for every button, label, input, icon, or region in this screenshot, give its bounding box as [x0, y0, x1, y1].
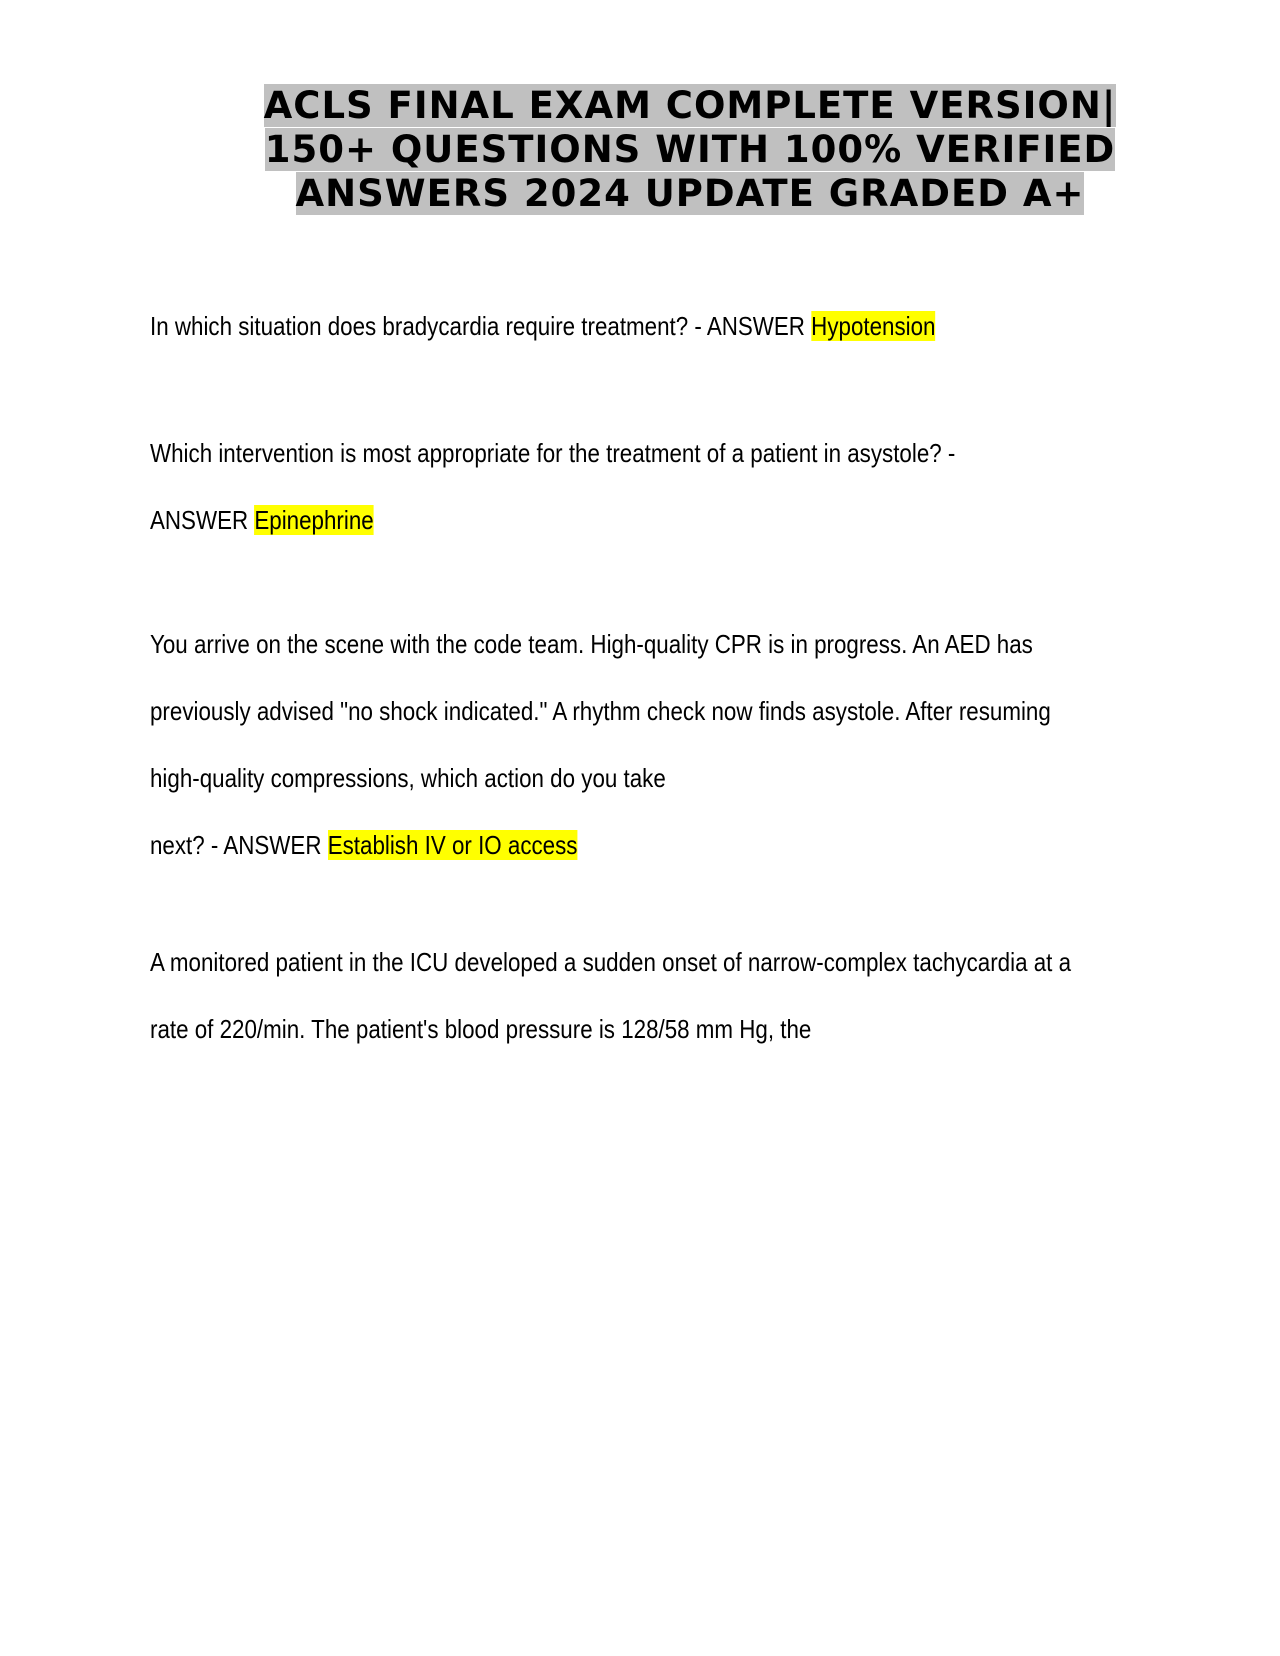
question-line: rate of 220/min. The patient's blood pressure is 128/58 mm Hg, the — [150, 1014, 812, 1044]
question-block-1 — [150, 293, 1010, 360]
document-title — [150, 84, 1230, 216]
answer-highlight: Establish IV or IO access — [327, 830, 578, 860]
title-line-1: ACLS FINAL EXAM COMPLETE VERSION| — [263, 84, 1117, 127]
question-block-3 — [150, 611, 1051, 879]
question-line: A monitored patient in the ICU developed a sudden onset of narrow-complex tachycardia at a — [150, 947, 1072, 977]
question-line: next? - ANSWER Establish IV or IO access — [150, 830, 578, 860]
answer-highlight: Hypotension — [811, 311, 936, 341]
question-line: high-quality compressions, which action do you take — [150, 763, 666, 793]
answer-highlight: Epinephrine — [254, 505, 374, 535]
question-line: ANSWER Epinephrine — [150, 505, 374, 535]
title-line-2: 150+ QUESTIONS WITH 100% VERIFIED — [264, 128, 1116, 171]
question-line: previously advised "no shock indicated." A rhythm check now finds asystole. After resuming — [150, 696, 1051, 726]
question-line: You arrive on the scene with the code team. High-quality CPR is in progress. An AED has — [150, 629, 1033, 659]
title-line-3: ANSWERS 2024 UPDATE GRADED A+ — [295, 172, 1085, 215]
question-line: Which intervention is most appropriate for the treatment of a patient in asystole? - — [150, 438, 956, 468]
question-block-4 — [150, 929, 1072, 1063]
question-line: In which situation does bradycardia require treatment? - ANSWER Hypotension — [150, 311, 936, 341]
question-block-2 — [150, 420, 1010, 554]
